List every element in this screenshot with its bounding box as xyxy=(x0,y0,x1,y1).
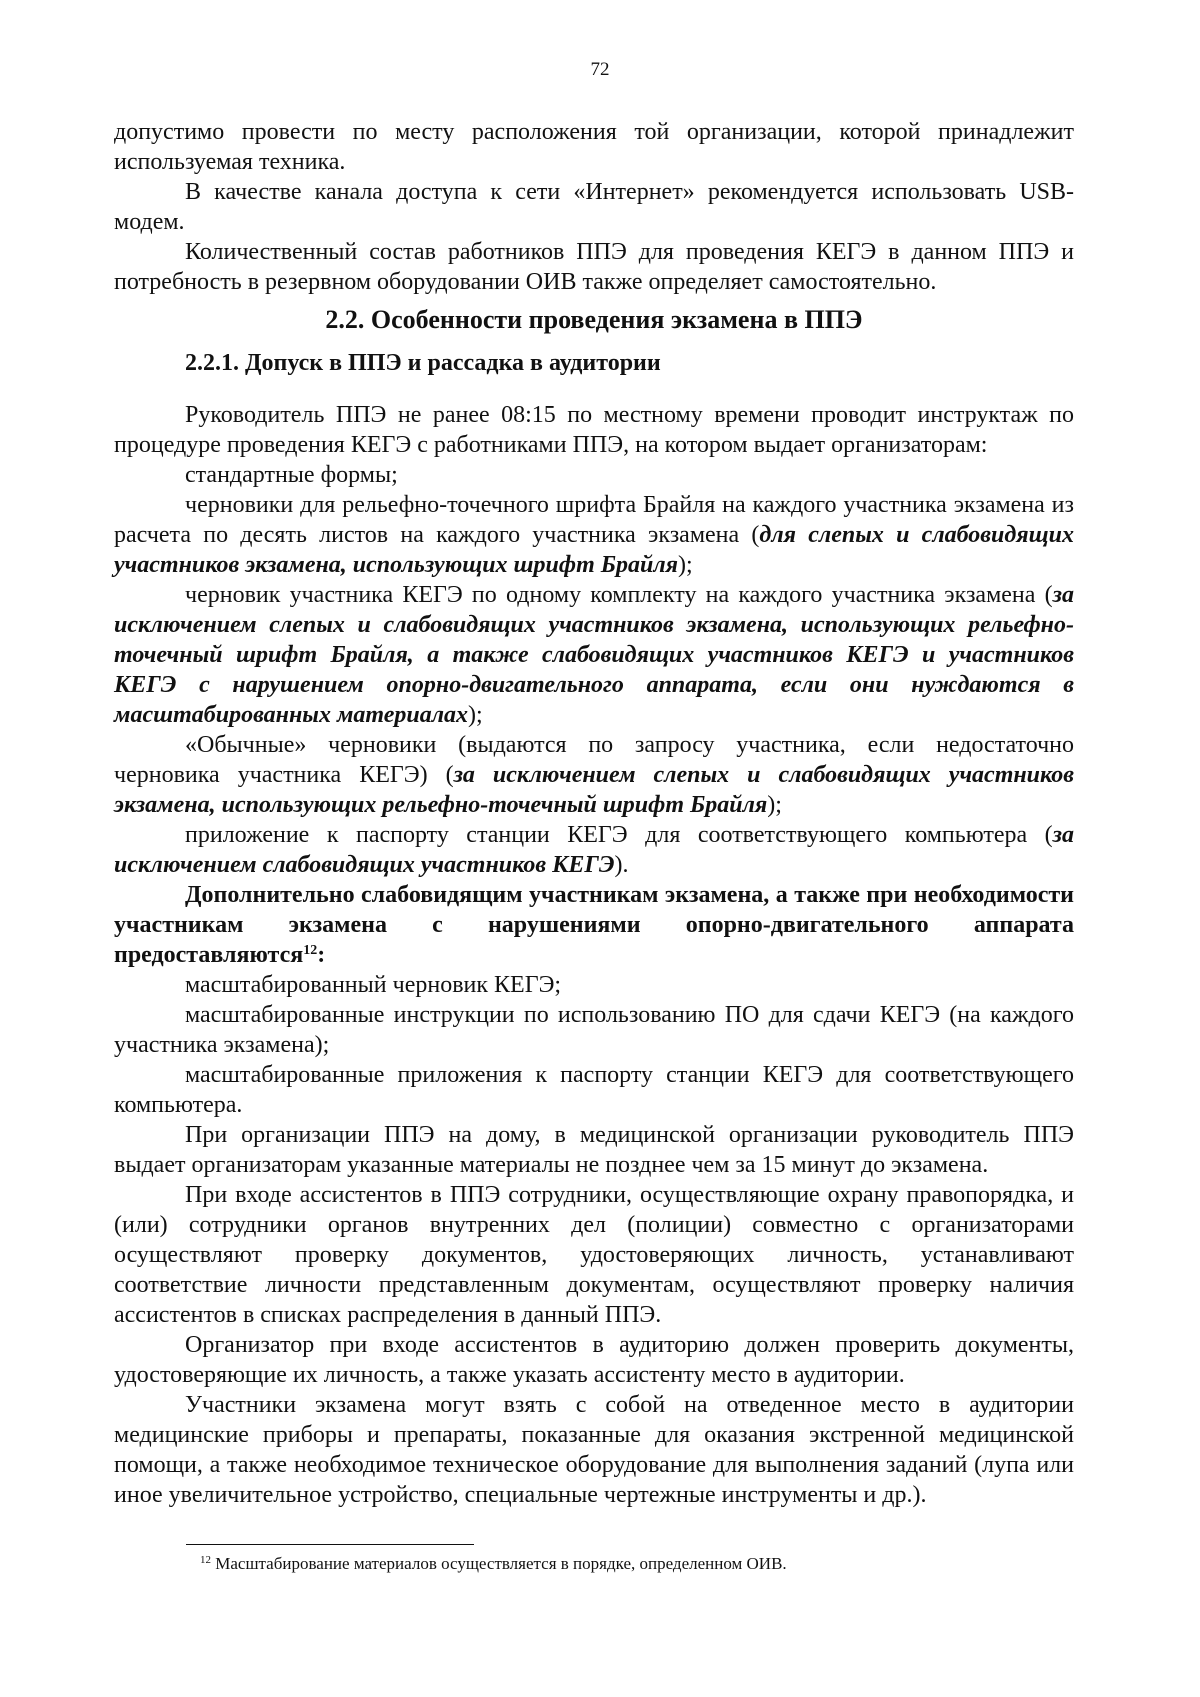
paragraph-additional-provision: Дополнительно слабовидящим участникам экзамена, а также при необходимости участникам экзамена с нарушениями опорно-двигательного аппарата предоставляются$^{12}$: xyxy=(114,882,1074,968)
subsection-heading: 2.2.1. Допуск в ППЭ и рассадка в аудитории xyxy=(185,350,661,376)
list-item-scaled-appendices: масштабированные приложения к паспорту станции КЕГЭ для соответствующего компьютера. xyxy=(114,1062,1074,1118)
paragraph-allowed-items: Участники экзамена могут взять с собой на отведенное место в аудитории медицинские приборы и препараты, показанные для оказания экстренной медицинской помощи, а также необходимое техническое оборудование для выполнения заданий (лупа или иное увеличительное устройство, специальные чертежные инструменты и др.). xyxy=(114,1392,1074,1508)
paragraph-organizer-check: Организатор при входе ассистентов в аудиторию должен проверить документы, удостоверяющие их личность, а также указать ассистенту место в аудитории. xyxy=(114,1332,1074,1388)
list-item-scaled-draft: масштабированный черновик КЕГЭ; xyxy=(185,972,562,998)
paragraph-usb-modem: В качестве канала доступа к сети «Интернет» рекомендуется использовать USB-модем. xyxy=(114,179,1074,235)
list-item-station-passport: приложение к паспорту станции КЕГЭ для соответствующего компьютера (за исключением слабовидящих участников КЕГЭ). xyxy=(114,822,1074,878)
paragraph-home-exam: При организации ППЭ на дому, в медицинской организации руководитель ППЭ выдает организаторам указанные материалы не позднее чем за 15 минут до экзамена. xyxy=(114,1122,1074,1178)
paragraph-assistant-entry: При входе ассистентов в ППЭ сотрудники, осуществляющие охрану правопорядка, и (или) сотрудники органов внутренних дел (полиции) совместно с организаторами осуществляют проверку документов, удостоверяющих личность, устанавливают соответствие личности представленным документам, осуществляют проверку наличия ассистентов в списках распределения в данный ППЭ. xyxy=(114,1182,1074,1328)
list-item-scaled-instructions: масштабированные инструкции по использованию ПО для сдачи КЕГЭ (на каждого участника экзамена); xyxy=(114,1002,1074,1058)
footnote-reference: 12 xyxy=(303,943,318,958)
list-item-braille-drafts: черновики для рельефно-точечного шрифта Брайля на каждого участника экзамена из расчета по десять листов на каждого участника экзамена (для слепых и слабовидящих участников экзамена, использующих шрифт Брайля); xyxy=(114,492,1074,578)
list-item-standard-forms: стандартные формы; xyxy=(185,462,398,488)
paragraph-continuation: допустимо провести по месту расположения той организации, которой принадлежит используемая техника. xyxy=(114,119,1074,175)
page-number: 72 xyxy=(590,59,610,80)
footnote-text: Масштабирование материалов осуществляется в порядке, определенном ОИВ. xyxy=(215,1554,787,1573)
section-heading: 2.2. Особенности проведения экзамена в ППЭ xyxy=(325,305,863,334)
list-item-kege-draft: черновик участника КЕГЭ по одному комплекту на каждого участника экзамена (за исключением слепых и слабовидящих участников экзамена, использующих рельефно-точечный шрифт Брайля, а также слабовидящих участников КЕГЭ и участников КЕГЭ с нарушением опорно-двигательного аппарата, если они нуждаются в масштабированных материалах); xyxy=(114,582,1074,728)
footnote xyxy=(200,1553,1080,1575)
paragraph-briefing: Руководитель ППЭ не ранее 08:15 по местному времени проводит инструктаж по процедуре проведения КЕГЭ с работниками ППЭ, на котором выдает организаторам: xyxy=(114,402,1074,458)
footnote-divider xyxy=(186,1544,474,1545)
document-body xyxy=(114,117,1074,1510)
list-item-regular-drafts: «Обычные» черновики (выдаются по запросу участника, если недостаточно черновика участника КЕГЭ) (за исключением слепых и слабовидящих участников экзамена, использующих рельефно-точечный шрифт Брайля); xyxy=(114,732,1074,818)
footnote-number: 12 xyxy=(200,1554,211,1566)
paragraph-staff-composition: Количественный состав работников ППЭ для проведения КЕГЭ в данном ППЭ и потребность в резервном оборудовании ОИВ также определяет самостоятельно. xyxy=(114,239,1074,295)
